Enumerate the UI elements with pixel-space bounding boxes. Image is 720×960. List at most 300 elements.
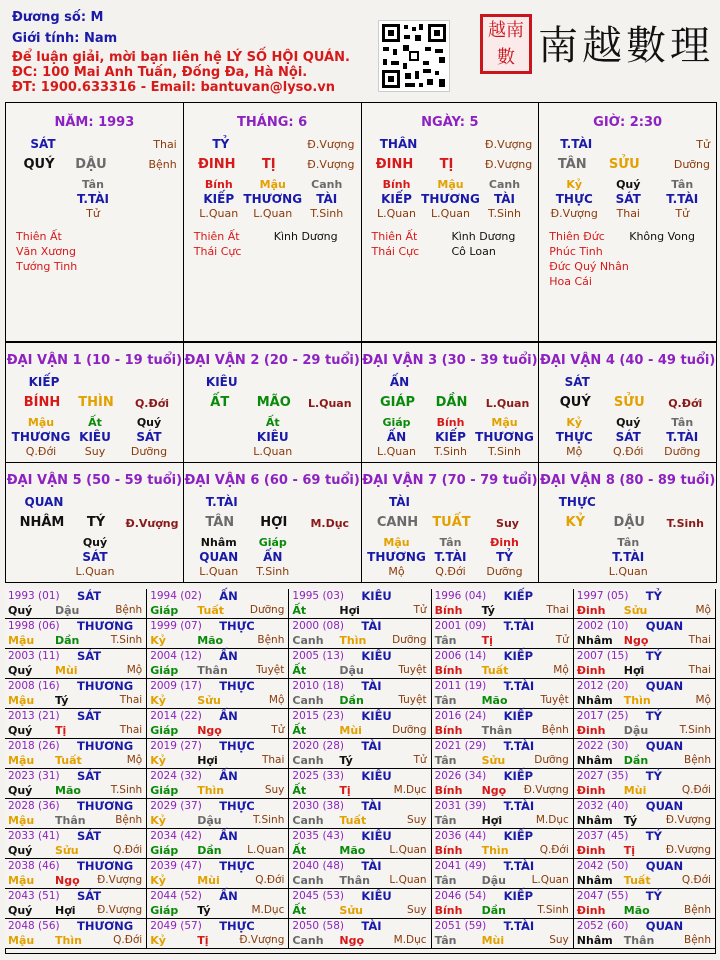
year-stage: Thai xyxy=(546,604,569,616)
year-god: ẤN xyxy=(219,829,238,843)
hidden-stem: Quý xyxy=(82,536,108,549)
pillar-stage-top: Tử xyxy=(696,138,710,151)
year-branch: Tuất xyxy=(481,664,509,677)
year-cell xyxy=(289,829,431,859)
year-label: 2010 (18) xyxy=(292,680,345,692)
year-label: 2013 (21) xyxy=(8,710,60,722)
year-label: 2004 (12) xyxy=(150,650,202,662)
year-god: TÀI xyxy=(361,919,382,933)
hidden-god: SÁT xyxy=(82,550,108,564)
star-name: Thái Cực xyxy=(371,245,420,258)
year-stem: Giáp xyxy=(150,784,179,797)
year-cell xyxy=(289,769,431,799)
year-label: 2026 (34) xyxy=(434,770,487,782)
year-branch: Dậu xyxy=(339,664,364,677)
heavenly-stem: QUÝ xyxy=(23,157,55,172)
year-stage: Dưỡng xyxy=(392,634,427,646)
year-branch: Hợi xyxy=(339,604,360,617)
year-label: 2034 (42) xyxy=(150,830,202,842)
pillar-god: TỶ xyxy=(212,137,230,151)
year-label: 2014 (22) xyxy=(150,710,202,722)
hidden-stage: L.Quan xyxy=(431,207,470,220)
year-stage: Thai xyxy=(688,634,711,646)
year-cell xyxy=(147,739,289,769)
year-god: THƯƠNG xyxy=(77,859,134,873)
year-stem: Bính xyxy=(434,844,463,857)
year-stage: M.Dục xyxy=(535,814,569,826)
year-cell xyxy=(289,589,431,619)
year-label: 2023 (31) xyxy=(8,770,60,782)
year-stage: M.Dục xyxy=(393,934,427,946)
year-label: 2011 (19) xyxy=(434,680,487,692)
year-branch: Tý xyxy=(197,904,211,917)
year-stem: Đinh xyxy=(576,784,606,797)
year-god: KIẾP xyxy=(503,829,534,843)
dai-van-stem: GIÁP xyxy=(379,395,416,410)
year-stem: Mậu xyxy=(8,694,35,707)
year-god: THỰC xyxy=(219,919,255,933)
year-god: TÀI xyxy=(361,799,382,813)
dai-van-stage: Đ.Vượng xyxy=(125,517,179,530)
dai-van-branch: TUẤT xyxy=(432,515,471,530)
dai-van-god: TÀI xyxy=(388,495,410,509)
star-name: Không Vong xyxy=(629,230,695,243)
hidden-stage: Tử xyxy=(86,207,100,220)
year-stem: Ất xyxy=(292,664,307,677)
hidden-stage: Suy xyxy=(84,445,106,458)
year-branch: Tị xyxy=(481,634,493,647)
dai-van-title: ĐẠI VẬN 3 (30 - 39 tuổi) xyxy=(362,353,538,368)
year-branch: Hợi xyxy=(197,754,218,767)
year-label: 2017 (25) xyxy=(576,710,629,722)
year-label: 2025 (33) xyxy=(292,770,345,782)
year-branch: Mão xyxy=(481,694,508,707)
pillar-god: THÂN xyxy=(379,137,418,151)
year-stem: Tân xyxy=(434,754,457,767)
pillar-stage: Đ.Vượng xyxy=(485,158,533,171)
year-cell xyxy=(574,589,716,619)
year-god: ẤN xyxy=(219,649,238,663)
year-branch: Dần xyxy=(197,844,222,857)
heavenly-stem: ĐINH xyxy=(198,157,236,172)
year-cell xyxy=(432,829,574,859)
hidden-god: THƯƠNG xyxy=(475,430,534,444)
year-label: 2052 (60) xyxy=(576,920,629,932)
year-label: 2029 (37) xyxy=(150,800,202,812)
year-cell xyxy=(5,889,147,919)
year-god: T.TÀI xyxy=(503,619,535,633)
year-god: ẤN xyxy=(219,709,238,723)
year-branch: Sửu xyxy=(623,604,648,617)
year-branch: Tuất xyxy=(55,754,82,767)
year-stem: Tân xyxy=(434,814,457,827)
hidden-god: KIẾP xyxy=(435,430,466,444)
year-stage: M.Dục xyxy=(393,784,427,796)
hidden-stem: Tân xyxy=(617,536,640,549)
earthly-branch: TỊ xyxy=(439,157,454,172)
dai-van-god: QUAN xyxy=(24,495,64,509)
year-stem: Canh xyxy=(292,934,324,947)
hidden-stage: Q.Đới xyxy=(435,565,466,578)
phone-email-line[interactable]: ĐT: 1900.633316 - Email: bantuvan@lyso.vn xyxy=(12,80,336,95)
year-cell xyxy=(5,619,147,649)
pillar-cell xyxy=(5,102,184,342)
year-label: 2000 (08) xyxy=(292,620,345,632)
year-stage: Q.Đới xyxy=(681,874,711,886)
year-cell xyxy=(574,919,716,949)
year-stem: Mậu xyxy=(8,934,35,947)
year-stage: L.Quan xyxy=(531,874,569,886)
pillar-title: GIỜ: 2:30 xyxy=(593,115,663,130)
dai-van-title: ĐẠI VẬN 5 (50 - 59 tuổi) xyxy=(6,473,183,488)
year-stage: Suy xyxy=(264,784,285,796)
year-god: SÁT xyxy=(77,769,102,783)
year-god: TỶ xyxy=(645,829,662,843)
year-label: 2039 (47) xyxy=(150,860,202,872)
hidden-god: T.TÀI xyxy=(666,430,699,444)
year-branch: Thân xyxy=(197,664,228,677)
year-cell xyxy=(574,649,716,679)
year-label: 2035 (43) xyxy=(292,830,345,842)
dai-van-cell xyxy=(5,462,184,583)
year-label: 2018 (26) xyxy=(8,740,60,752)
year-cell xyxy=(5,739,147,769)
pillar-title: NGÀY: 5 xyxy=(421,115,479,130)
star-name: Kình Dương xyxy=(451,230,516,243)
year-stage: Tử xyxy=(413,604,427,616)
year-cell xyxy=(5,829,147,859)
year-stage: Tuyệt xyxy=(256,664,285,676)
year-label: 1998 (06) xyxy=(8,620,60,632)
dai-van-title: ĐẠI VẬN 8 (80 - 89 tuổi) xyxy=(539,473,716,488)
logo-seal-icon: 越南數 xyxy=(480,14,532,74)
hidden-stage: L.Quan xyxy=(199,207,239,220)
year-stage: Đ.Vượng xyxy=(665,844,711,856)
year-god: TỶ xyxy=(645,649,662,663)
hidden-stem: Tân xyxy=(82,178,104,191)
year-god: THỰC xyxy=(219,679,255,693)
year-branch: Dậu xyxy=(623,724,649,737)
hidden-god: SÁT xyxy=(615,192,641,206)
year-god: ẤN xyxy=(219,589,238,603)
dai-van-cell xyxy=(183,462,362,583)
year-cell xyxy=(432,799,574,829)
hidden-stage: L.Quan xyxy=(199,565,239,578)
hidden-god: KIÊU xyxy=(256,430,289,444)
year-label: 2007 (15) xyxy=(576,650,629,662)
year-stem: Kỷ xyxy=(150,634,166,647)
year-stem: Canh xyxy=(292,694,324,707)
year-stem: Quý xyxy=(8,664,33,677)
year-label: 2048 (56) xyxy=(8,920,60,932)
year-stem: Kỷ xyxy=(150,874,166,887)
dai-van-god: SÁT xyxy=(564,375,590,389)
dai-van-branch: SỬU xyxy=(613,395,645,410)
year-branch: Tuất xyxy=(197,604,224,617)
star-name: Thiên Đức xyxy=(549,230,605,243)
year-cell xyxy=(147,889,289,919)
year-god: QUAN xyxy=(645,619,684,633)
hidden-stage: Dưỡng xyxy=(486,565,523,578)
owner-line: Đương số: M xyxy=(12,10,104,25)
year-label: 2049 (57) xyxy=(150,920,202,932)
year-branch: Thân xyxy=(623,934,655,947)
year-branch: Hợi xyxy=(623,664,645,677)
year-label: 1995 (03) xyxy=(292,590,345,602)
year-stage: M.Dục xyxy=(251,904,285,916)
year-stem: Giáp xyxy=(150,844,179,857)
year-stage: Tử xyxy=(413,754,427,766)
heavenly-stem: TÂN xyxy=(557,157,587,172)
year-stem: Kỷ xyxy=(150,814,166,827)
year-label: 2009 (17) xyxy=(150,680,202,692)
star-name: Kình Dương xyxy=(273,230,338,243)
year-table xyxy=(5,589,716,954)
year-god: KIÊU xyxy=(361,649,392,663)
year-branch: Dần xyxy=(339,694,364,707)
year-stage: Đ.Vượng xyxy=(97,874,143,886)
address-line: ĐC: 100 Mai Anh Tuấn, Đống Đa, Hà Nội. xyxy=(12,65,308,80)
year-label: 2022 (30) xyxy=(576,740,629,752)
dai-van-stem: QUÝ xyxy=(559,395,591,410)
year-cell xyxy=(5,649,147,679)
hidden-stem: Quý xyxy=(136,416,162,429)
contact-line: Để luận giải, mời bạn liên hệ LÝ SỐ HỘI QUÁN. xyxy=(12,50,350,65)
year-god: THƯƠNG xyxy=(77,619,134,633)
dai-van-branch: THÌN xyxy=(78,395,114,410)
year-god: T.TÀI xyxy=(503,799,535,813)
heavenly-stem: ĐINH xyxy=(375,157,414,172)
year-branch: Mão xyxy=(55,784,81,797)
hidden-god: KIẾP xyxy=(381,192,412,206)
year-cell xyxy=(289,619,431,649)
year-stage: L.Quan xyxy=(389,844,427,856)
year-stem: Quý xyxy=(8,784,33,797)
year-cell xyxy=(147,619,289,649)
earthly-branch: TỊ xyxy=(261,157,276,172)
hidden-god: ẤN xyxy=(263,550,283,564)
year-label: 2051 (59) xyxy=(434,920,487,932)
year-cell xyxy=(147,769,289,799)
year-stage: Thai xyxy=(688,664,711,676)
year-cell xyxy=(5,799,147,829)
dai-van-branch: HỢI xyxy=(260,515,288,530)
year-branch: Hợi xyxy=(55,904,76,917)
hidden-stem: Kỷ xyxy=(566,178,583,191)
year-label: 2031 (39) xyxy=(434,800,487,812)
hidden-god: TỶ xyxy=(496,550,513,564)
earthly-branch: SỬU xyxy=(608,157,640,172)
year-stage: Tử xyxy=(555,634,569,646)
year-cell xyxy=(147,799,289,829)
year-cell xyxy=(574,859,716,889)
year-branch: Tý xyxy=(55,694,69,707)
year-stage: Q.Đới xyxy=(681,784,711,796)
hidden-stage: Dưỡng xyxy=(130,445,168,458)
year-god: THƯƠNG xyxy=(77,799,134,813)
year-branch: Dần xyxy=(481,904,506,917)
year-label: 2024 (32) xyxy=(150,770,202,782)
dai-van-cell xyxy=(183,342,362,463)
year-branch: Tý xyxy=(481,604,495,617)
hidden-stem: Bính xyxy=(436,416,465,429)
year-branch: Thìn xyxy=(197,784,225,797)
year-cell xyxy=(574,619,716,649)
year-cell xyxy=(5,769,147,799)
year-label: 2045 (53) xyxy=(292,890,345,902)
dai-van-god: ẤN xyxy=(389,375,410,389)
year-branch: Ngọ xyxy=(623,634,649,647)
year-god: KIÊU xyxy=(361,829,392,843)
year-stage: Mộ xyxy=(695,604,711,616)
year-cell xyxy=(574,889,716,919)
year-stage: Q.Đới xyxy=(539,844,569,856)
year-god: ẤN xyxy=(219,889,238,903)
year-stem: Nhâm xyxy=(576,934,613,947)
year-stage: Mộ xyxy=(268,694,285,706)
year-cell xyxy=(147,649,289,679)
year-stage: Suy xyxy=(549,934,569,946)
year-stem: Giáp xyxy=(150,664,179,677)
year-cell xyxy=(5,589,147,619)
year-cell xyxy=(574,739,716,769)
pillar-cell xyxy=(183,102,362,342)
year-stem: Canh xyxy=(292,754,324,767)
year-branch: Thân xyxy=(55,814,86,827)
year-branch: Tị xyxy=(339,784,351,797)
year-god: QUAN xyxy=(645,919,684,933)
dai-van-cell xyxy=(361,462,540,583)
year-stem: Kỷ xyxy=(150,754,166,767)
star-name: Cô Loan xyxy=(451,245,496,258)
year-branch: Mùi xyxy=(481,934,505,947)
year-label: 2030 (38) xyxy=(292,800,345,812)
year-label: 2006 (14) xyxy=(434,650,487,662)
hidden-stem: Kỷ xyxy=(566,416,583,429)
hidden-stem: Mậu xyxy=(491,416,518,429)
year-stem: Bính xyxy=(434,904,463,917)
hidden-stem: Tân xyxy=(671,416,694,429)
hidden-god: T.TÀI xyxy=(666,192,699,206)
year-stage: T.Sinh xyxy=(110,784,143,796)
year-stage: Bệnh xyxy=(257,634,285,646)
year-stem: Canh xyxy=(292,634,324,647)
year-god: THƯƠNG xyxy=(77,739,134,753)
year-god: SÁT xyxy=(77,589,102,603)
year-cell xyxy=(147,679,289,709)
dai-van-branch: DẦN xyxy=(435,395,468,410)
hidden-stem: Mậu xyxy=(437,178,464,191)
dai-van-branch: TÝ xyxy=(86,515,106,530)
year-stem: Quý xyxy=(8,844,33,857)
hidden-stage: T.Sinh xyxy=(488,207,521,220)
year-stem: Kỷ xyxy=(150,694,166,707)
year-cell xyxy=(574,709,716,739)
year-branch: Ngọ xyxy=(197,724,222,737)
year-stage: Bệnh xyxy=(541,724,569,736)
year-branch: Mùi xyxy=(623,784,647,797)
year-stage: Tử xyxy=(271,724,285,736)
year-cell xyxy=(147,589,289,619)
year-cell xyxy=(432,709,574,739)
hidden-stage: Q.Đới xyxy=(613,445,644,458)
year-stem: Quý xyxy=(8,904,33,917)
year-stage: Đ.Vượng xyxy=(239,934,285,946)
star-name: Văn Xương xyxy=(16,245,76,258)
year-label: 2027 (35) xyxy=(576,770,629,782)
year-stem: Ất xyxy=(292,724,307,737)
year-stage: T.Sinh xyxy=(537,904,569,916)
year-cell xyxy=(289,859,431,889)
year-stage: Bệnh xyxy=(684,934,711,946)
pillar-stage-top: Đ.Vượng xyxy=(307,138,355,151)
year-stem: Nhâm xyxy=(576,694,613,707)
year-god: SÁT xyxy=(77,889,102,903)
year-cell xyxy=(147,709,289,739)
hidden-stem: Nhâm xyxy=(200,536,237,549)
hidden-god: ẤN xyxy=(386,430,407,444)
hidden-stem: Quý xyxy=(616,178,641,191)
year-label: 2041 (49) xyxy=(434,860,487,872)
dai-van-title: ĐẠI VẬN 4 (40 - 49 tuổi) xyxy=(539,353,716,368)
year-stage: Bệnh xyxy=(684,904,711,916)
year-stem: Bính xyxy=(434,664,463,677)
year-god: THƯƠNG xyxy=(77,679,134,693)
year-stage: Mộ xyxy=(695,694,711,706)
year-branch: Tị xyxy=(623,844,636,857)
pillar-stage-top: Thai xyxy=(153,138,177,151)
year-label: 2042 (50) xyxy=(576,860,629,872)
dai-van-title: ĐẠI VẬN 7 (70 - 79 tuổi) xyxy=(362,473,538,488)
year-god: T.TÀI xyxy=(503,739,535,753)
year-stem: Bính xyxy=(434,724,463,737)
hidden-stem: Canh xyxy=(488,178,521,191)
year-cell xyxy=(574,829,716,859)
year-stem: Tân xyxy=(434,694,457,707)
year-god: THỰC xyxy=(219,739,255,753)
year-label: 2012 (20) xyxy=(576,680,629,692)
dai-van-god: KIÊU xyxy=(205,375,238,389)
year-branch: Dần xyxy=(623,754,649,767)
hidden-stem: Bính xyxy=(382,178,411,191)
star-name: Thiên Ất xyxy=(193,230,240,243)
year-label: 2040 (48) xyxy=(292,860,345,872)
year-god: ẤN xyxy=(219,769,238,783)
star-name: Phúc Tinh xyxy=(549,245,603,258)
year-god: QUAN xyxy=(645,739,684,753)
year-god: KIÊU xyxy=(361,709,392,723)
star-name: Hoa Cái xyxy=(549,275,592,288)
year-stage: Dưỡng xyxy=(534,754,569,766)
year-stem: Đinh xyxy=(576,604,606,617)
year-branch: Dần xyxy=(55,634,80,647)
year-label: 2008 (16) xyxy=(8,680,60,692)
dai-van-cell xyxy=(5,342,184,463)
year-branch: Tuất xyxy=(623,874,651,887)
year-god: KIẾP xyxy=(503,589,534,603)
year-label: 2032 (40) xyxy=(576,800,629,812)
year-branch: Sửu xyxy=(339,904,363,917)
year-cell xyxy=(147,919,289,949)
dai-van-stem: ẤT xyxy=(210,395,230,410)
pillar-stage: Bệnh xyxy=(148,158,177,171)
hidden-stage: Mộ xyxy=(388,565,405,578)
year-stem: Giáp xyxy=(150,904,179,917)
year-god: TỶ xyxy=(645,709,662,723)
hidden-god: THƯƠNG xyxy=(367,550,426,564)
hidden-god: THỰC xyxy=(555,192,593,206)
year-stage: Q.Đới xyxy=(113,934,143,946)
